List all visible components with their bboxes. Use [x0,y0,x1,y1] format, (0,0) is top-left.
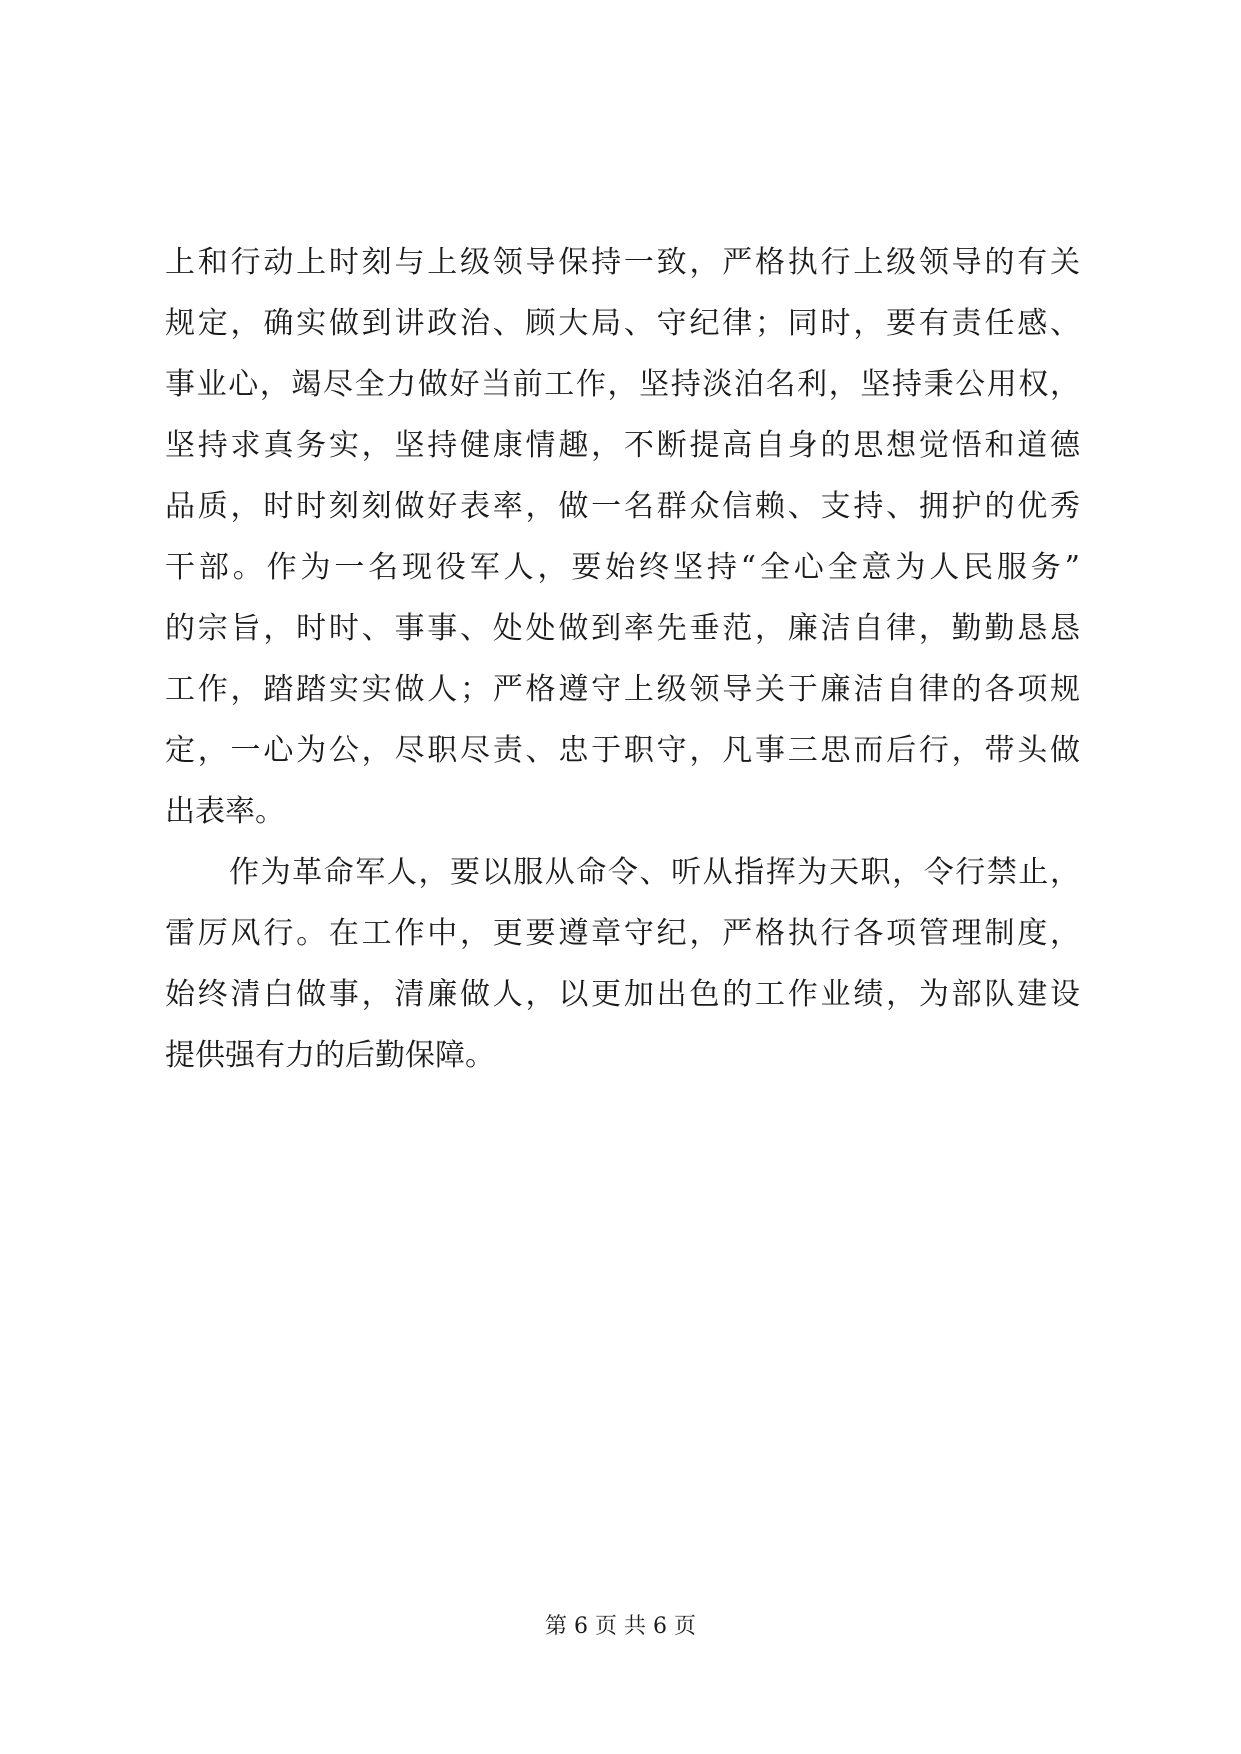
text-line: 规定，确实做到讲政治、顾大局、守纪律；同时，要有责任感、 [165,306,1080,341]
text-line: 干部。作为一名现役军人，要始终坚持“全心全意为人民服务” [165,550,1080,585]
text-line: 事业心，竭尽全力做好当前工作，坚持淡泊名利，坚持秉公用权， [165,367,1080,402]
page-footer [0,1612,1241,1642]
text-line: 作为革命军人，要以服从命令、听从指挥为天职，令行禁止， [229,855,1080,890]
page-number: 第 6 页 共 6 页 [545,1614,696,1639]
text-line: 始终清白做事，清廉做人，以更加出色的工作业绩，为部队建设 [165,977,1080,1012]
text-line: 提供强有力的后勤保障。 [165,1038,495,1073]
text-line: 出表率。 [165,794,285,829]
text-line: 工作，踏踏实实做人；严格遵守上级领导关于廉洁自律的各项规 [165,672,1080,707]
paragraph-2 [165,842,1080,1086]
text-line: 定，一心为公，尽职尽责、忠于职守，凡事三思而后行，带头做 [165,733,1080,768]
text-line: 坚持求真务实，坚持健康情趣，不断提高自身的思想觉悟和道德 [165,428,1080,463]
paragraph-1 [165,232,1080,842]
document-body [165,232,1080,1086]
text-line: 品质，时时刻刻做好表率，做一名群众信赖、支持、拥护的优秀 [165,489,1080,524]
text-line: 雷厉风行。在工作中，更要遵章守纪，严格执行各项管理制度， [165,916,1080,951]
text-line: 的宗旨，时时、事事、处处做到率先垂范，廉洁自律，勤勤恳恳 [165,611,1080,646]
text-line: 上和行动上时刻与上级领导保持一致，严格执行上级领导的有关 [165,245,1080,280]
